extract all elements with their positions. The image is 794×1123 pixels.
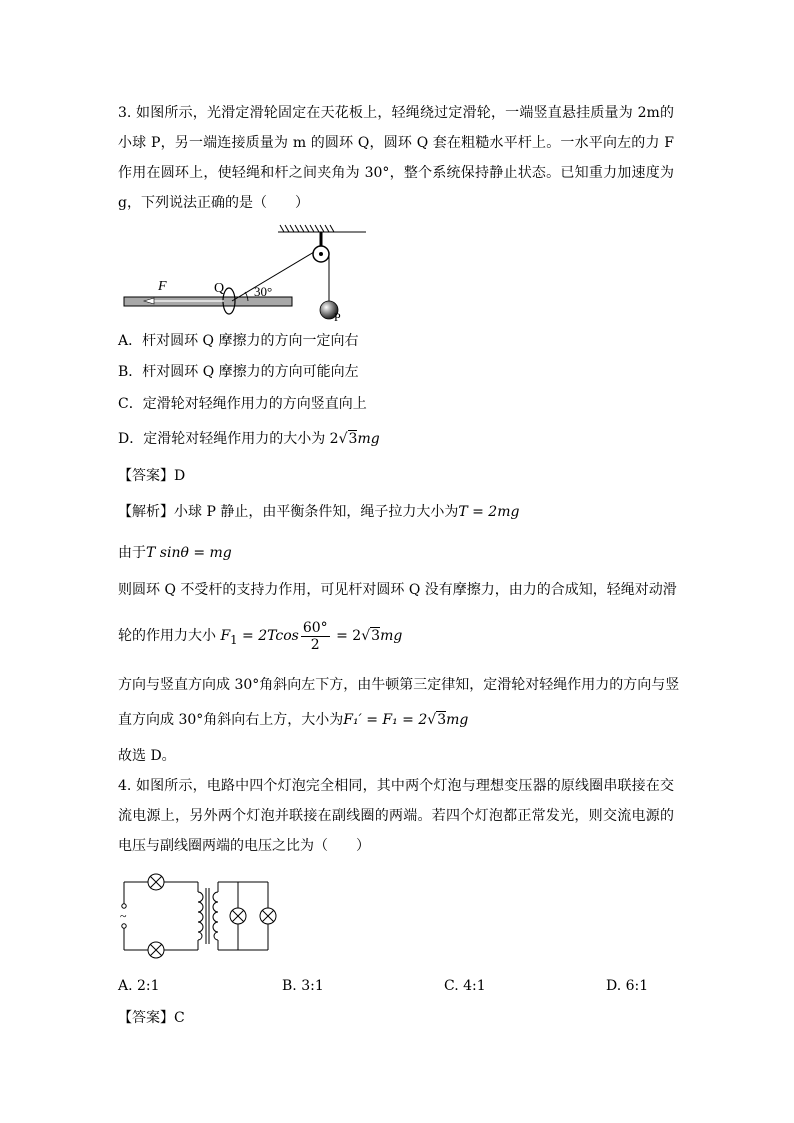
q3-analysis-line-5: 方向与竖直方向成 30°角斜向左下方，由牛顿第三定律知，定滑轮对轻绳作用力的方向与竖 [118, 677, 680, 693]
ac-source-symbol: ~ [120, 909, 127, 923]
q3-option-b: B．杆对圆环 Q 摩擦力的方向可能向左 [118, 364, 359, 380]
q3-conclusion: 故选 D。 [118, 748, 176, 764]
q3-option-a: A．杆对圆环 Q 摩擦力的方向一定向右 [118, 333, 359, 349]
q4-stem: 4. 如图所示，电路中四个灯泡完全相同，其中两个灯泡与理想变压器的原线圈串联接在交流电源上，另外两个灯泡并联接在副线圈的两端。若四个灯泡都正常发光，则交流电源的电压与副线圈两端的电压之比为（ ） [118, 778, 674, 854]
lamp-2 [148, 942, 164, 958]
q4-option-d: D. 6:1 [606, 978, 649, 994]
q3-analysis-line-1: 【解析】小球 P 静止，由平衡条件知，绳子拉力大小为T = 2mg [118, 504, 520, 520]
answer-label: 【答案】 [118, 1010, 174, 1026]
label-p: P [334, 310, 341, 324]
q4-circuit [118, 868, 278, 966]
q3-figure [118, 222, 341, 324]
q3-stem: 3. 如图所示，光滑定滑轮固定在天花板上，轻绳绕过定滑轮，一端竖直悬挂质量为 2m的小球 P，另一端连接质量为 m 的圆环 Q，圆环 Q 套在粗糙水平杆上。一水平向左的力 F 作用在圆环上，使轻绳和杆之间夹角为 30°，整个系统保持静止状态。已知重力加速度为 g，下列说法正确的是（ ） [118, 105, 674, 211]
lamp-3 [230, 908, 246, 924]
label-q: Q [214, 281, 225, 296]
q4-option-c: C. 4:1 [444, 978, 486, 994]
lamp-1 [148, 874, 164, 890]
q4-answer [118, 1008, 185, 1028]
q3-analysis-line-3: 则圆环 Q 不受杆的支持力作用，可见杆对圆环 Q 没有摩擦力，由力的合成知，轻绳对动滑 [118, 582, 677, 598]
q3-option-d: D．定滑轮对轻绳作用力的大小为 2√3mg [118, 431, 380, 447]
q3-option-c: C．定滑轮对轻绳作用力的方向竖直向上 [118, 396, 367, 412]
lamp-4 [260, 908, 276, 924]
q3-analysis-line-6: 直方向成 30°角斜向右上方，大小为F₁′ = F₁ = 2√3mg [118, 712, 469, 728]
q4-option-b: B. 3:1 [282, 978, 324, 994]
q3-analysis-line-4: 轮的作用力大小 $F_1 = 2Tcos$ $\frac{60^\circ}{2}$ = 2√3mg [118, 619, 403, 653]
q3-answer [118, 466, 185, 486]
label-f: F [158, 279, 167, 294]
q3-analysis-line-2: 由于T sinθ = mg [118, 545, 232, 561]
answer-label: 【答案】 [118, 468, 174, 484]
answer-value: D [174, 468, 186, 484]
q4-option-a: A. 2:1 [118, 978, 160, 994]
label-angle: 30° [254, 284, 273, 299]
answer-value: C [174, 1010, 185, 1026]
ceiling-hatch [278, 225, 366, 232]
